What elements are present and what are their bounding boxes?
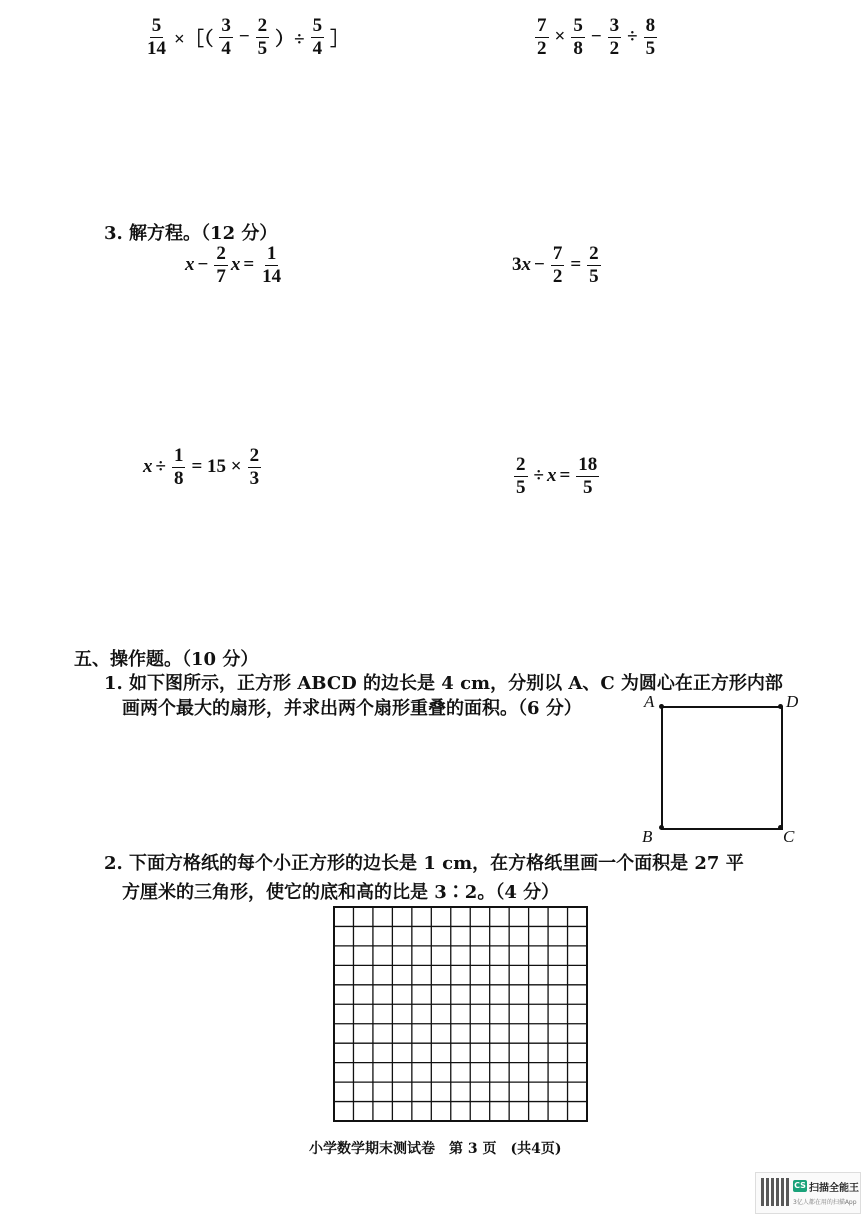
- page-footer: 小学数学期末测试卷 第 3 页 (共4页): [309, 1141, 562, 1157]
- expression-right: $\frac{7}{2}$ × $\frac{5}{8}$ − $\frac{3}{2}$ ÷ $\frac{8}{5}$: [537, 15, 656, 59]
- label-d: D: [786, 692, 799, 711]
- fraction: $\frac{7}{2}$: [552, 243, 563, 287]
- fraction: $\frac{3}{2}$: [609, 15, 620, 59]
- equation-4: $\frac{2}{5}$ ÷ x = $\frac{18}{5}$: [516, 454, 598, 498]
- equation-1: x − $\frac{2}{7}$ x = $\frac{1}{14}$: [185, 243, 282, 287]
- point-b: [659, 825, 664, 830]
- square-abcd-diagram: [640, 690, 810, 850]
- fraction: $\frac{7}{2}$: [537, 15, 547, 59]
- section-3-title: 3. 解方程。（12 分）: [104, 223, 278, 244]
- watermark-subtitle: 3亿人都在用的扫描App: [793, 1199, 857, 1206]
- question-2-text-line1: 2. 下面方格纸的每个小正方形的边长是 1 cm，在方格纸里画一个面积是 27 平: [104, 853, 744, 874]
- label-c: C: [783, 827, 795, 846]
- question-1-text-line1: 1. 如下图所示，正方形 ABCD 的边长是 4 cm，分别以 A、C 为圆心在正方形内部: [104, 673, 783, 694]
- equation-2: 3 x − $\frac{7}{2}$ = $\frac{2}{5}$: [512, 243, 599, 287]
- equation-3: x ÷ $\frac{1}{8}$ = 15 × $\frac{2}{3}$: [143, 445, 260, 489]
- fraction: $\frac{18}{5}$: [578, 454, 598, 498]
- fraction: $\frac{2}{5}$: [589, 243, 599, 287]
- scanner-watermark: [755, 1172, 861, 1214]
- camscanner-logo-icon: CS: [794, 1181, 806, 1190]
- fraction: $\frac{5}{8}$: [573, 15, 583, 59]
- fraction: $\frac{1}{8}$: [173, 445, 184, 489]
- expression-left: $\frac{5}{14}$ ×［（ $\frac{3}{4}$ − $\frac{2}{5}$ ）÷ $\frac{5}{4}$ ］: [147, 15, 350, 59]
- label-b: B: [642, 827, 653, 846]
- fraction: $\frac{5}{14}$: [147, 15, 166, 59]
- fraction: $\frac{2}{5}$: [516, 454, 526, 498]
- fraction: $\frac{5}{4}$: [312, 15, 323, 59]
- question-1-text-line2: 画两个最大的扇形，并求出两个扇形重叠的面积。（6 分）: [122, 698, 582, 719]
- question-2-text-line2: 方厘米的三角形，使它的底和高的比是 3∶2。（4 分）: [122, 882, 560, 903]
- fraction: $\frac{2}{3}$: [249, 445, 260, 489]
- fraction: $\frac{1}{14}$: [262, 243, 282, 287]
- square-outline: [661, 706, 783, 830]
- grid-paper[interactable]: [333, 906, 589, 1123]
- point-a: [659, 704, 664, 709]
- fraction: $\frac{8}{5}$: [645, 15, 656, 59]
- fraction: $\frac{2}{5}$: [257, 15, 268, 59]
- fraction: $\frac{3}{4}$: [221, 15, 231, 59]
- section-5-title: 五、操作题。（10 分）: [74, 649, 259, 670]
- point-d: [778, 704, 783, 709]
- watermark-brand: 扫描全能王: [809, 1183, 859, 1194]
- fraction: $\frac{2}{7}$: [216, 243, 226, 287]
- label-a: A: [644, 692, 655, 711]
- qr-code-icon: [761, 1178, 789, 1206]
